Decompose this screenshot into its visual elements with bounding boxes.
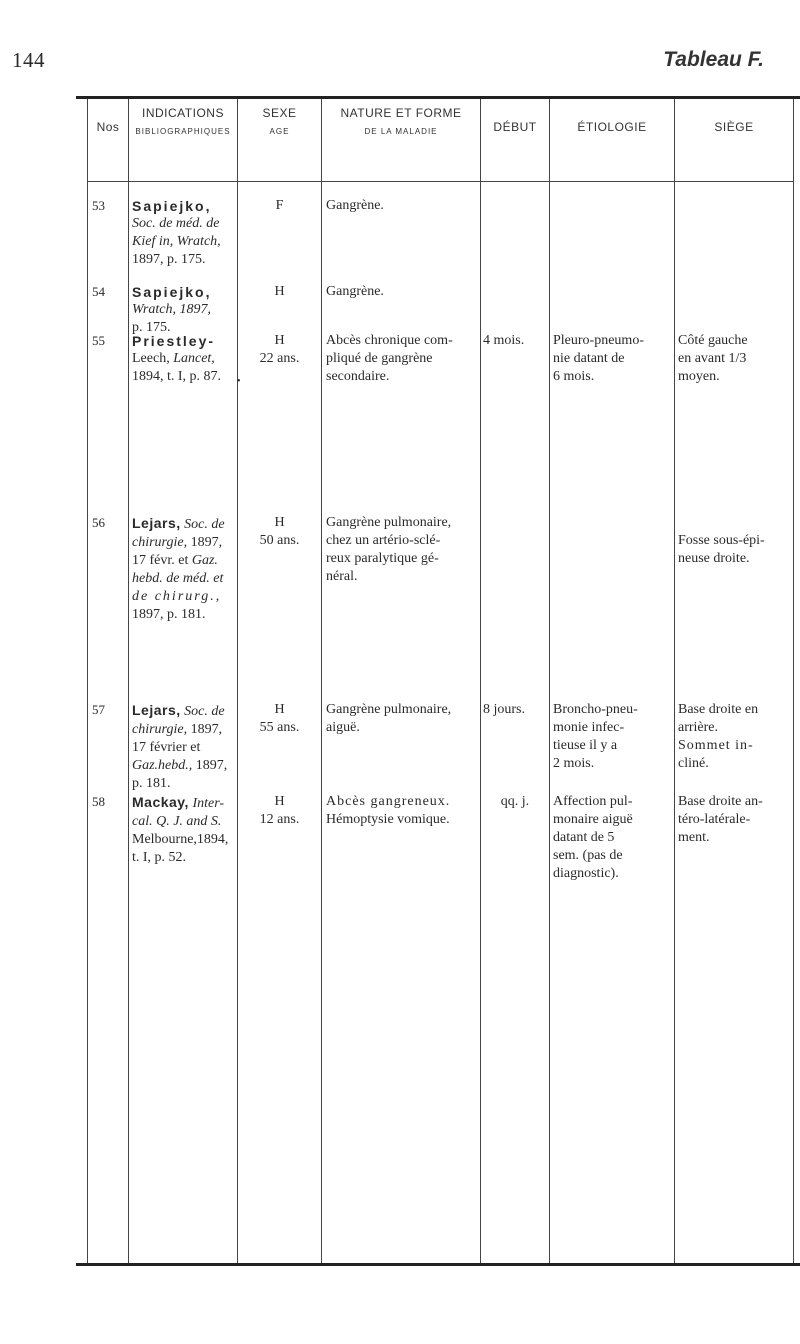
text-line: néral. xyxy=(326,569,358,584)
text-line: Abcès gangreneux. xyxy=(326,794,451,809)
text-line: Gangrène. xyxy=(326,198,384,213)
ref-line xyxy=(132,701,234,721)
siege-cell xyxy=(678,701,792,773)
nature-cell xyxy=(326,514,478,586)
sex: H xyxy=(274,333,285,348)
row-number: 55 xyxy=(92,333,105,348)
text-line: en avant 1/3 xyxy=(678,351,747,366)
author-name: Sapiejko, xyxy=(132,198,212,214)
ref-line: Melbourne,1894, xyxy=(132,832,229,847)
bibliographic-reference xyxy=(132,283,234,337)
ref-journal: Soc. de xyxy=(184,517,225,532)
text-line: Sommet in- xyxy=(678,738,754,753)
author-name: Priestley- xyxy=(132,333,216,349)
row-number: 56 xyxy=(92,515,105,530)
age: 55 ans. xyxy=(259,720,300,735)
ref-journal: Soc. de xyxy=(184,704,225,719)
ref-line: 17 février et xyxy=(132,740,201,755)
header-debut: DÉBUT xyxy=(493,120,537,134)
bibliographic-reference xyxy=(132,514,234,624)
text-line: Base droite an- xyxy=(678,794,763,809)
ref-line: Soc. de méd. de xyxy=(132,216,220,231)
header-nature xyxy=(322,106,480,136)
header-siege: SIÈGE xyxy=(714,120,754,134)
text-line: aiguë. xyxy=(326,720,360,735)
nature-cell xyxy=(326,332,478,386)
debut-cell: qq. j. xyxy=(500,794,530,809)
row-number: 54 xyxy=(92,284,105,299)
header-etiologie: ÉTIOLOGIE xyxy=(577,120,647,134)
ref-journal: Gaz. xyxy=(191,553,218,568)
text-line: Gangrène. xyxy=(326,284,384,299)
text-line: Hémoptysie vomique. xyxy=(326,812,450,827)
column-divider xyxy=(237,99,238,1263)
text-line: Broncho-pneu- xyxy=(553,702,638,717)
ref-line xyxy=(132,757,234,775)
bibliographic-reference xyxy=(132,197,234,269)
text-line: cliné. xyxy=(678,756,709,771)
bibliographic-reference xyxy=(132,793,234,867)
sex-age xyxy=(238,197,321,215)
page-title: Tableau F. xyxy=(663,48,764,71)
row-number: 53 xyxy=(92,198,105,213)
etiologie-cell xyxy=(553,793,672,883)
ref-line: t. I, p. 52. xyxy=(132,850,187,865)
header-indications-line2: BIBLIOGRAPHIQUES xyxy=(135,127,231,136)
page-number: 144 xyxy=(12,48,45,72)
sex: H xyxy=(274,702,285,717)
text-line: monie infec- xyxy=(553,720,625,735)
text-line: Gangrène pulmonaire, xyxy=(326,702,452,717)
text-line: arrière. xyxy=(678,720,719,735)
text-line: Base droite en xyxy=(678,702,759,717)
header-sexe-line2: AGE xyxy=(269,127,290,136)
nature-cell xyxy=(326,197,478,215)
text-line: tieuse il y a xyxy=(553,738,618,753)
text-line: Pleuro-pneumo- xyxy=(553,333,644,348)
header-nature-line2: DE LA MALADIE xyxy=(364,127,438,136)
siege-cell xyxy=(678,332,792,386)
column-divider xyxy=(87,99,88,1263)
ref-line: 1894, t. I, p. 87. xyxy=(132,369,222,384)
header-divider xyxy=(87,181,793,182)
ref-line xyxy=(132,514,234,534)
ref-journal: Lancet, xyxy=(173,351,215,366)
text-line: ment. xyxy=(678,830,710,845)
ref-line: Kief in, Wratch, xyxy=(132,234,221,249)
table-bottom-rule xyxy=(76,1263,800,1266)
nature-cell xyxy=(326,701,478,737)
ref-line: Wratch, 1897, xyxy=(132,302,211,317)
header-no: Nos xyxy=(96,120,120,134)
print-dot: • xyxy=(237,376,241,387)
ref-line: p. 175. xyxy=(132,320,171,335)
sex: F xyxy=(275,198,284,213)
header-nature-line1: NATURE ET FORME xyxy=(340,106,462,120)
text-line: reux paralytique gé- xyxy=(326,551,439,566)
ref-line xyxy=(132,552,234,570)
text-line: datant de 5 xyxy=(553,830,615,845)
text-line: diagnostic). xyxy=(553,866,619,881)
ref-line: hebd. de méd. et xyxy=(132,571,224,586)
text-line: nie datant de xyxy=(553,351,625,366)
ref-year: 1897, xyxy=(195,758,228,773)
sex-age xyxy=(238,701,321,737)
age: 12 ans. xyxy=(259,812,300,827)
author-name: Mackay, xyxy=(132,794,189,810)
debut-cell: 4 mois. xyxy=(483,333,525,348)
debut-cell: 8 jours. xyxy=(483,702,525,717)
text-line: 6 mois. xyxy=(553,369,595,384)
text-line: Côté gauche xyxy=(678,333,748,348)
ref-line xyxy=(132,350,234,368)
text-line: monaire aiguë xyxy=(553,812,633,827)
bibliographic-reference xyxy=(132,701,234,793)
text-line: Fosse sous-épi- xyxy=(678,533,765,548)
ref-line xyxy=(132,721,234,739)
header-sexe-line1: SEXE xyxy=(262,106,297,120)
etiologie-cell xyxy=(553,332,672,386)
sex-age xyxy=(238,514,321,550)
text-line: Affection pul- xyxy=(553,794,633,809)
author-name: Lejars, xyxy=(132,515,181,531)
ref-journal: Inter- xyxy=(192,796,225,811)
ref-line xyxy=(132,793,234,813)
ref-line: cal. Q. J. and S. xyxy=(132,814,222,829)
row-number: 57 xyxy=(92,702,105,717)
siege-cell xyxy=(678,793,792,847)
ref-line: de chirurg., xyxy=(132,589,222,604)
siege-cell xyxy=(678,532,792,568)
ref-journal: Gaz.hebd., xyxy=(132,758,193,773)
column-divider xyxy=(793,99,794,1263)
header-indications-line1: INDICATIONS xyxy=(142,106,224,120)
ref-date: 17 févr. et xyxy=(132,553,189,568)
row-number: 58 xyxy=(92,794,105,809)
text-line: 2 mois. xyxy=(553,756,595,771)
text-line: pliqué de gangrène xyxy=(326,351,433,366)
ref-journal: chirurgie, xyxy=(132,535,188,550)
text-line: Gangrène pulmonaire, xyxy=(326,515,452,530)
sex-age xyxy=(238,793,321,829)
column-divider xyxy=(480,99,481,1263)
text-line: Abcès chronique com- xyxy=(326,333,453,348)
header-sexe xyxy=(238,106,321,136)
text-line: sem. (pas de xyxy=(553,848,623,863)
ref-line: p. 181. xyxy=(132,776,171,791)
text-line: neuse droite. xyxy=(678,551,750,566)
text-line: chez un artério-sclé- xyxy=(326,533,441,548)
author-name: Lejars, xyxy=(132,702,181,718)
ref-name: Leech, xyxy=(132,351,170,366)
age: 22 ans. xyxy=(259,351,300,366)
ref-year: 1897, xyxy=(190,535,223,550)
text-line: moyen. xyxy=(678,369,720,384)
sex-age xyxy=(238,332,321,368)
ref-line xyxy=(132,534,234,552)
sex-age xyxy=(238,283,321,301)
age: 50 ans. xyxy=(259,533,300,548)
header-indications xyxy=(129,106,237,136)
nature-cell xyxy=(326,283,478,301)
column-divider xyxy=(549,99,550,1263)
ref-line: 1897, p. 181. xyxy=(132,607,206,622)
ref-line: 1897, p. 175. xyxy=(132,252,206,267)
table-top-rule xyxy=(76,96,800,99)
column-divider xyxy=(674,99,675,1263)
sex: H xyxy=(274,794,285,809)
sex: H xyxy=(274,284,285,299)
nature-cell xyxy=(326,793,478,829)
author-name: Sapiejko, xyxy=(132,284,212,300)
etiologie-cell xyxy=(553,701,672,773)
column-divider xyxy=(321,99,322,1263)
ref-year: 1897, xyxy=(190,722,223,737)
ref-journal: chirurgie, xyxy=(132,722,188,737)
column-divider xyxy=(128,99,129,1263)
bibliographic-reference xyxy=(132,332,234,386)
text-line: téro-latérale- xyxy=(678,812,751,827)
text-line: secondaire. xyxy=(326,369,390,384)
sex: H xyxy=(274,515,285,530)
